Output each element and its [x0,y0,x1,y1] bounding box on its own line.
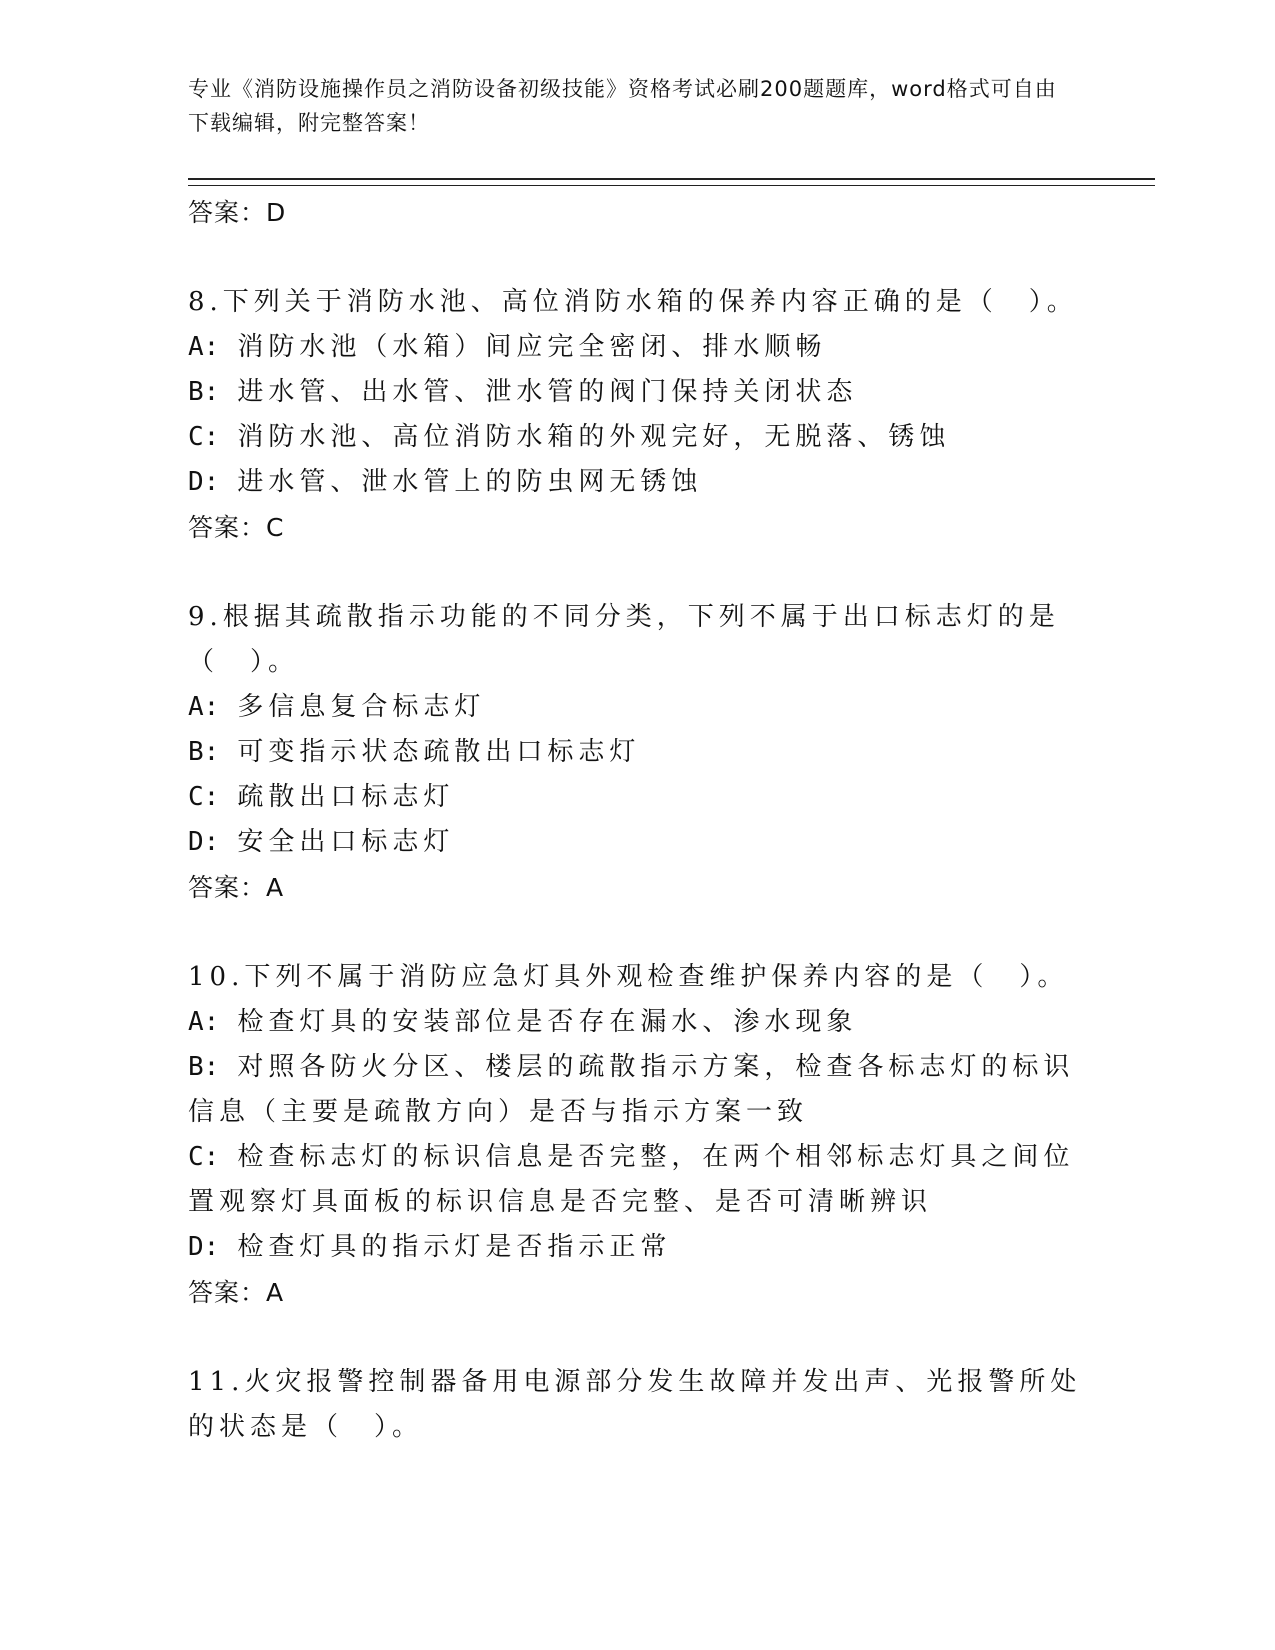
option-b: B: 对照各防火分区、楼层的疏散指示方案，检查各标志灯的标识信息（主要是疏散方向）是否与指示方案一致 [188,1052,1075,1127]
option-a: A: 消防水池（水箱）间应完全密闭、排水顺畅 [188,332,827,362]
option-a: A: 多信息复合标志灯 [188,692,486,722]
question-8 [188,280,1088,551]
question-stem: 10.下列不属于消防应急灯具外观检查维护保养内容的是（ ）。 [188,962,1069,992]
document-body [188,190,1088,1450]
document-header: 专业《消防设施操作员之消防设备初级技能》资格考试必刷200题题库，word格式可自由下载编辑，附完整答案！ [188,77,1057,135]
answer-7: 答案：D [188,198,287,227]
question-9 [188,595,1088,911]
option-b: B: 进水管、出水管、泄水管的阀门保持关闭状态 [188,377,858,407]
option-b: B: 可变指示状态疏散出口标志灯 [188,737,641,767]
answer-9: 答案：A [188,873,285,902]
option-d: D: 安全出口标志灯 [188,827,455,857]
header-divider [188,178,1155,186]
option-c: C: 检查标志灯的标识信息是否完整，在两个相邻标志灯具之间位置观察灯具面板的标识信息是否完整、是否可清晰辨识 [188,1142,1075,1217]
answer-8: 答案：C [188,513,285,542]
question-stem: 9.根据其疏散指示功能的不同分类，下列不属于出口标志灯的是（ ）。 [188,602,1060,677]
option-d: D: 进水管、泄水管上的防虫网无锈蚀 [188,467,703,497]
option-a: A: 检查灯具的安装部位是否存在漏水、渗水现象 [188,1007,858,1037]
question-11 [188,1360,1088,1450]
question-10 [188,955,1088,1316]
answer-10: 答案：A [188,1278,285,1307]
option-d: D: 检查灯具的指示灯是否指示正常 [188,1232,672,1262]
option-c: C: 消防水池、高位消防水箱的外观完好，无脱落、锈蚀 [188,422,951,452]
question-stem: 8.下列关于消防水池、高位消防水箱的保养内容正确的是（ ）。 [188,287,1078,317]
option-c: C: 疏散出口标志灯 [188,782,455,812]
question-stem: 11.火灾报警控制器备用电源部分发生故障并发出声、光报警所处的状态是（ ）。 [188,1367,1082,1442]
